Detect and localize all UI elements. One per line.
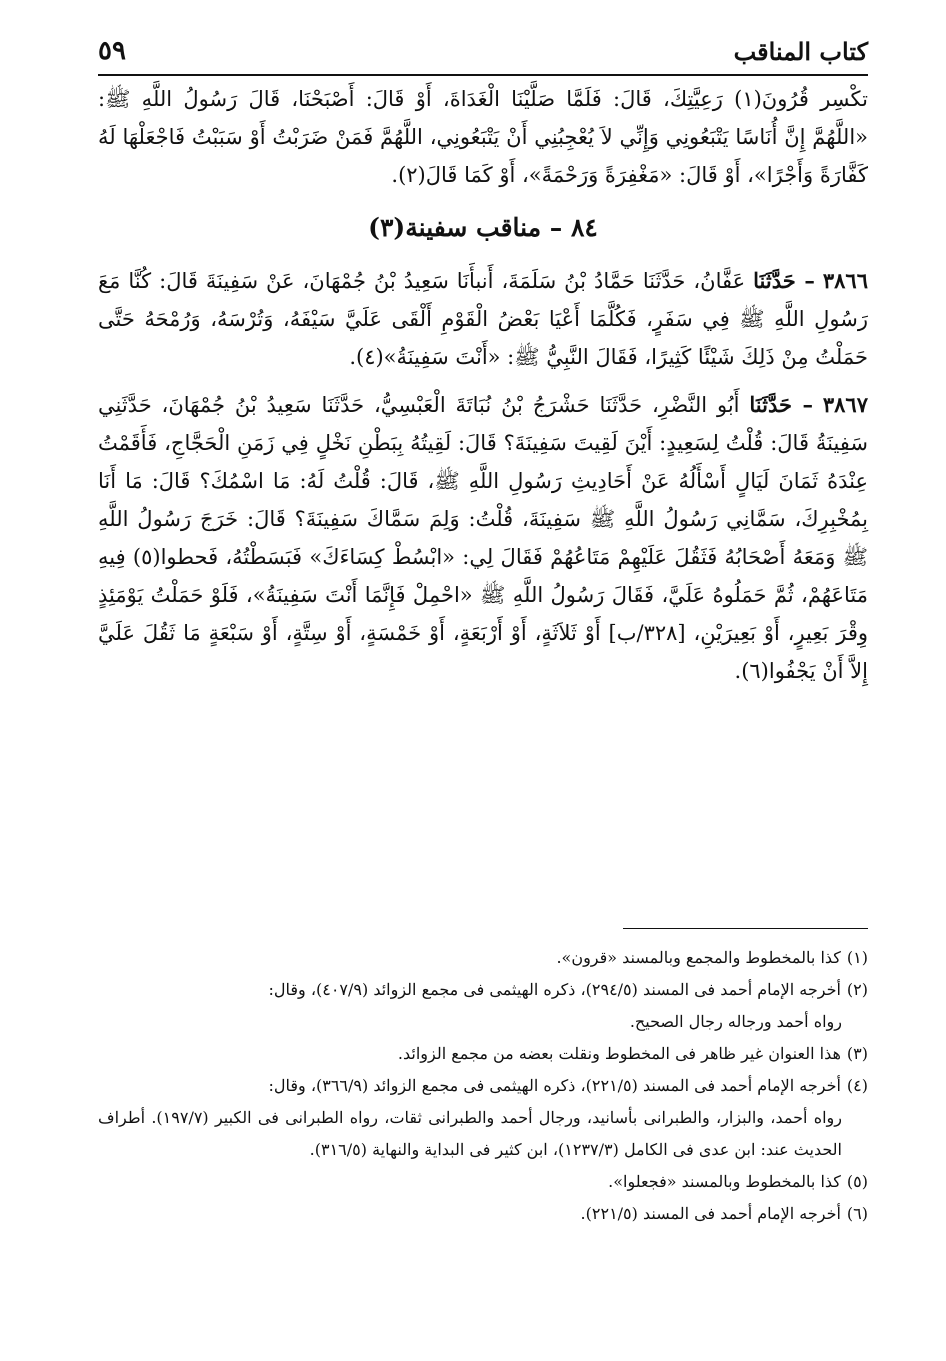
hadith-3867 [98,386,868,690]
header-rule [98,74,868,76]
footnote-text: أخرجه الإمام أحمد فى المسند (٢٢١/٥). [580,1204,841,1223]
footnote-text: كذا بالمخطوط وبالمسند «فجعلوا». [608,1172,841,1191]
hadith-number: ٣٨٦٦ [822,268,868,293]
footnote-text: هذا العنوان غير ظاهر فى المخطوط ونقلت بعضه من مجمع الزوائد. [397,1044,841,1063]
opening-paragraph: تكْسِر قُرُونَ(١) رَعِيَّتِكَ، قَالَ: فَلَمَّا صَلَّيْنَا الْغَدَاةَ، أَوْ قَالَ: أَصْبَحْنَا، قَالَ رَسُولُ اللَّهِ ﷺ: «اللَّهُمَّ إِنَّ أُنَاسًا يَتْبَعُونِي وَإِنِّي لاَ يُعْجِبُنِي أَنْ يَتْبَعُونِي، اللَّهُمَّ فَمَنْ ضَرَبْتُ أَوْ سَبَبْتُ فَاجْعَلْهَا لَهُ كَفَّارَةً وَأَجْرًا»، أَوْ قَالَ: «مَغْفِرَةً وَرَحْمَةً»، أَوْ كَمَا قَالَ(٢). [98,87,868,187]
footnote-number: (٥) [846,1172,868,1191]
footnote-continuation: رواه أحمد، والبزار، والطبرانى بأسانيد، ورجال أحمد والطبرانى ثقات، رواه الطبرانى فى الكبير (١٩٧/٧). أطراف الحديث عند: ابن عدى فى الكامل (١٢٣٧/٣)، ابن كثير فى البداية والنهاية (٣١٦/٥). [98,1108,843,1159]
footnote-3 [98,1038,868,1070]
footnote-number: (١) [846,948,868,967]
footnote-1 [98,942,868,974]
hadith-number: ٣٨٦٧ [822,392,868,417]
hadith-opening: – حَدَّثَنَا [749,392,813,417]
footnote-rule [623,928,868,929]
running-header [98,28,868,74]
footnote-text: كذا بالمخطوط والمجمع وبالمسند «قرون». [556,948,841,967]
footnote-number: (٢) [846,980,868,999]
footnote-text: أخرجه الإمام أحمد فى المسند (٢٢١/٥)، ذكره الهيثمى فى مجمع الزوائد (٣٦٦/٩)، وقال: [268,1076,841,1095]
book-title: كتاب المناقب [733,36,868,66]
footnote-6 [98,1198,868,1230]
footnote-continuation: رواه أحمد ورجاله رجال الصحيح. [629,1012,842,1031]
hadith-text: عَفَّانُ، حَدَّثَنَا حَمَّادُ بْنُ سَلَمَةَ، أَنبأَنَا سَعِيدُ بْنُ جُمْهَانَ، عَنْ سَفِينَةَ قَالَ: كُنَّا مَعَ رَسُولِ اللَّهِ ﷺ فِي سَفَرٍ، فَكُلَّمَا أَعْيَا بَعْضُ الْقَوْمِ أَلْقَى عَلَيَّ سَيْفَهُ، وَتُرْسَهُ، وَرُمْحَهُ حَتَّى حَمَلْتُ مِنْ ذَلِكَ شَيْئًا كَثِيرًا، فَقَالَ النَّبِيُّ ﷺ: «أَنْتَ سَفِينَةُ»(٤). [98,269,868,369]
footnote-number: (٤) [846,1076,868,1095]
footnote-number: (٦) [846,1204,868,1223]
page-number: ٥٩ [98,36,126,66]
hadith-3866 [98,262,868,376]
footnote-text: أخرجه الإمام أحمد فى المسند (٢٩٤/٥)، ذكره الهيثمى فى مجمع الزوائد (٤٠٧/٩)، وقال: [268,980,841,999]
main-text [98,80,868,690]
section-title: ٨٤ – مناقب سفينة(٣) [368,213,598,242]
footnotes [98,942,868,1230]
footnote-5 [98,1166,868,1198]
hadith-opening: – حَدَّثَنَا [753,268,815,293]
footnote-number: (٣) [846,1044,868,1063]
footnote-4 [98,1070,868,1166]
hadith-text: أَبُو النَّضْرِ، حَدَّثَنَا حَشْرَجُ بْنُ نُبَاتَةَ الْعَبْسِيُّ، حَدَّثَنَا سَعِيدُ بْنُ جُمْهَانَ، حَدَّثَنِي سَفِينَةُ قَالَ: قُلْتُ لِسَعِيدٍ: أَيْنَ لَقِيتَ سَفِينَةَ؟ قَالَ: لَقِيتُهُ بِبَطْنِ نَخْلٍ فِي زَمَنِ الْحَجَّاجِ، فَأَقَمْتُ عِنْدَهُ ثَمَانَ لَيَالٍ أَسْأَلُهُ عَنْ أَحَادِيثِ رَسُولِ اللَّهِ ﷺ، قَالَ: قُلْتُ لَهُ: مَا اسْمُكَ؟ قَالَ: مَا أَنَا بِمُخْبِرِكَ، سَمَّانِي رَسُولُ اللَّهِ ﷺ سَفِينَةَ، قُلْتُ: وَلِمَ سَمَّاكَ سَفِينَةَ؟ قَالَ: خَرَجَ رَسُولُ اللَّهِ ﷺ وَمَعَهُ أَصْحَابُهُ فَثَقُلَ عَلَيْهِمْ مَتَاعُهُمْ فَقَالَ لِي: «ابْسُطْ كِسَاءَكَ» فَبَسَطْتُهُ، فَحطوا(٥) فِيهِ مَتَاعَهُمْ، ثُمَّ حَمَلُوهُ عَلَيَّ، فَقَالَ رَسُولُ اللَّهِ ﷺ «احْمِلْ فَإِنَّمَا أَنْتَ سَفِينَةُ»، فَلَوْ حَمَلْتُ يَوْمَئِذٍ وِقْرَ بَعِيرٍ، أَوْ بَعِيرَيْنِ، [٣٢٨/ب] أَوْ ثَلاَثَةٍ، أَوْ أَرْبَعَةٍ، أَوْ خَمْسَةٍ، أَوْ سِتَّةٍ، أَوْ سَبْعَةٍ مَا ثَقُلَ عَلَيَّ إِلاَّ أَنْ يَجْفُوا(٦). [98,393,868,683]
footnote-2 [98,974,868,1038]
